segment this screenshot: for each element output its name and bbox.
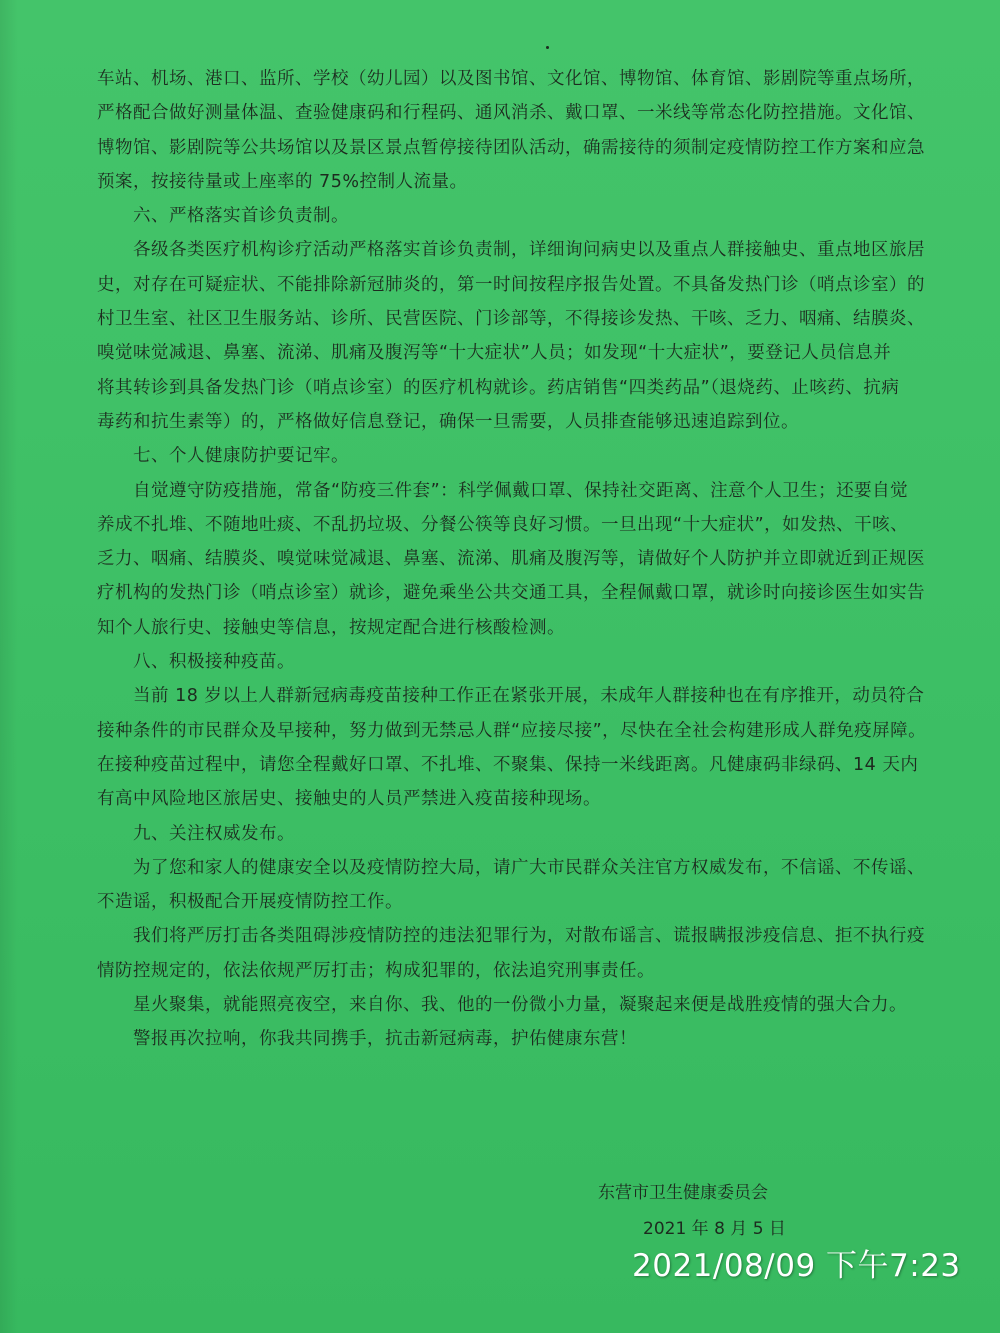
- issue-date: 2021 年 8 月 5 日: [643, 1219, 786, 1239]
- text-line: 当前 18 岁以上人群新冠病毒疫苗接种工作正在紧张开展，未成年人群接种也在有序推开，动员符合: [133, 686, 925, 707]
- photo-timestamp: 2021/08/09 下午7:23: [632, 1248, 961, 1284]
- page-shadow: [0, 0, 18, 1333]
- text-line: 各级各类医疗机构诊疗活动严格落实首诊负责制，详细询问病史以及重点人群接触史、重点地区旅居: [133, 240, 925, 261]
- text-line: 村卫生室、社区卫生服务站、诊所、民营医院、门诊部等，不得接诊发热、干咳、乏力、咽痛、结膜炎、: [97, 309, 925, 330]
- paragraph: [97, 679, 927, 816]
- paragraph: [97, 919, 925, 988]
- text-line: 不造谣，积极配合开展疫情防控工作。: [97, 892, 403, 913]
- text-line: 乏力、咽痛、结膜炎、嗅觉味觉减退、鼻塞、流涕、肌痛及腹泻等，请做好个人防护并立即就近到正规医: [97, 549, 925, 570]
- text-line: 在接种疫苗过程中，请您全程戴好口罩、不扎堆、不聚集、保持一米线距离。凡健康码非绿码、14 天内: [97, 754, 919, 775]
- text-line: 为了您和家人的健康安全以及疫情防控大局，请广大市民群众关注官方权威发布，不信谣、不传谣、: [133, 857, 925, 878]
- text-line: 毒药和抗生素等）的，严格做好信息登记，确保一旦需要，人员排查能够迅速追踪到位。: [97, 411, 799, 432]
- text-line: 博物馆、影剧院等公共场馆以及景区景点暂停接待团队活动，确需接待的须制定疫情防控工作方案和应急: [97, 137, 925, 158]
- text-line: 疗机构的发热门诊（哨点诊室）就诊，避免乘坐公共交通工具，全程佩戴口罩，就诊时向接诊医生如实告: [97, 583, 925, 604]
- text-line: 养成不扎堆、不随地吐痰、不乱扔垃圾、分餐公筷等良好习惯。一旦出现“十大症状”，如发热、干咳、: [97, 514, 909, 535]
- text-line: 有高中风险地区旅居史、接触史的人员严禁进入疫苗接种现场。: [97, 789, 601, 810]
- section-heading: [97, 645, 897, 679]
- text-line: 车站、机场、港口、监所、学校（幼儿园）以及图书馆、文化馆、博物馆、体育馆、影剧院等重点场所，: [97, 69, 925, 89]
- paragraph: [97, 62, 925, 199]
- text-line: 九、关注权威发布。: [133, 823, 295, 844]
- text-line: 严格配合做好测量体温、查验健康码和行程码、通风消杀、戴口罩、一米线等常态化防控措施。文化馆、: [97, 103, 925, 124]
- text-line: 知个人旅行史、接触史等信息，按规定配合进行核酸检测。: [97, 617, 565, 638]
- text-line: 史，对存在可疑症状、不能排除新冠肺炎的，第一时间按程序报告处置。不具备发热门诊（哨点诊室）的: [97, 274, 925, 295]
- paragraph: [97, 988, 907, 1022]
- text-line: 接种条件的市民群众及早接种，努力做到无禁忌人群“应接尽接”，尽快在全社会构建形成人群免疫屏障。: [97, 720, 927, 741]
- text-line: 嗅觉味觉减退、鼻塞、流涕、肌痛及腹泻等“十大症状”人员；如发现“十大症状”，要登记人员信息并: [97, 343, 892, 364]
- text-line: 七、个人健康防护要记牢。: [133, 446, 349, 467]
- text-line: 星火聚集，就能照亮夜空，来自你、我、他的一份微小力量，凝聚起来便是战胜疫情的强大合力。: [133, 995, 907, 1016]
- text-line: 我们将严厉打击各类阻碍涉疫情防控的违法犯罪行为，对散布谣言、谎报瞒报涉疫信息、拒不执行疫: [133, 926, 925, 947]
- text-line: 八、积极接种疫苗。: [133, 652, 295, 673]
- ink-dot: [546, 46, 549, 49]
- paragraph: [97, 851, 925, 920]
- paragraph: [97, 474, 925, 645]
- section-heading: [97, 817, 897, 851]
- paragraph: [97, 233, 925, 439]
- text-line: 预案，按接待量或上座率的 75%控制人流量。: [97, 171, 468, 192]
- text-line: 警报再次拉响，你我共同携手，抗击新冠病毒，护佑健康东营！: [133, 1029, 637, 1050]
- text-line: 六、严格落实首诊负责制。: [133, 206, 349, 227]
- text-line: 自觉遵守防疫措施，常备“防疫三件套”：科学佩戴口罩、保持社交距离、注意个人卫生；还要自觉: [133, 480, 909, 501]
- notice-body: [97, 62, 927, 1057]
- section-heading: [97, 199, 897, 233]
- section-heading: [97, 439, 897, 473]
- text-line: 情防控规定的，依法依规严厉打击；构成犯罪的，依法追究刑事责任。: [97, 960, 655, 981]
- text-line: 将其转诊到具备发热门诊（哨点诊室）的医疗机构就诊。药店销售“四类药品”（退烧药、止咳药、抗病: [97, 377, 900, 398]
- issuer-signature: 东营市卫生健康委员会: [598, 1183, 768, 1203]
- paragraph: [97, 1022, 897, 1056]
